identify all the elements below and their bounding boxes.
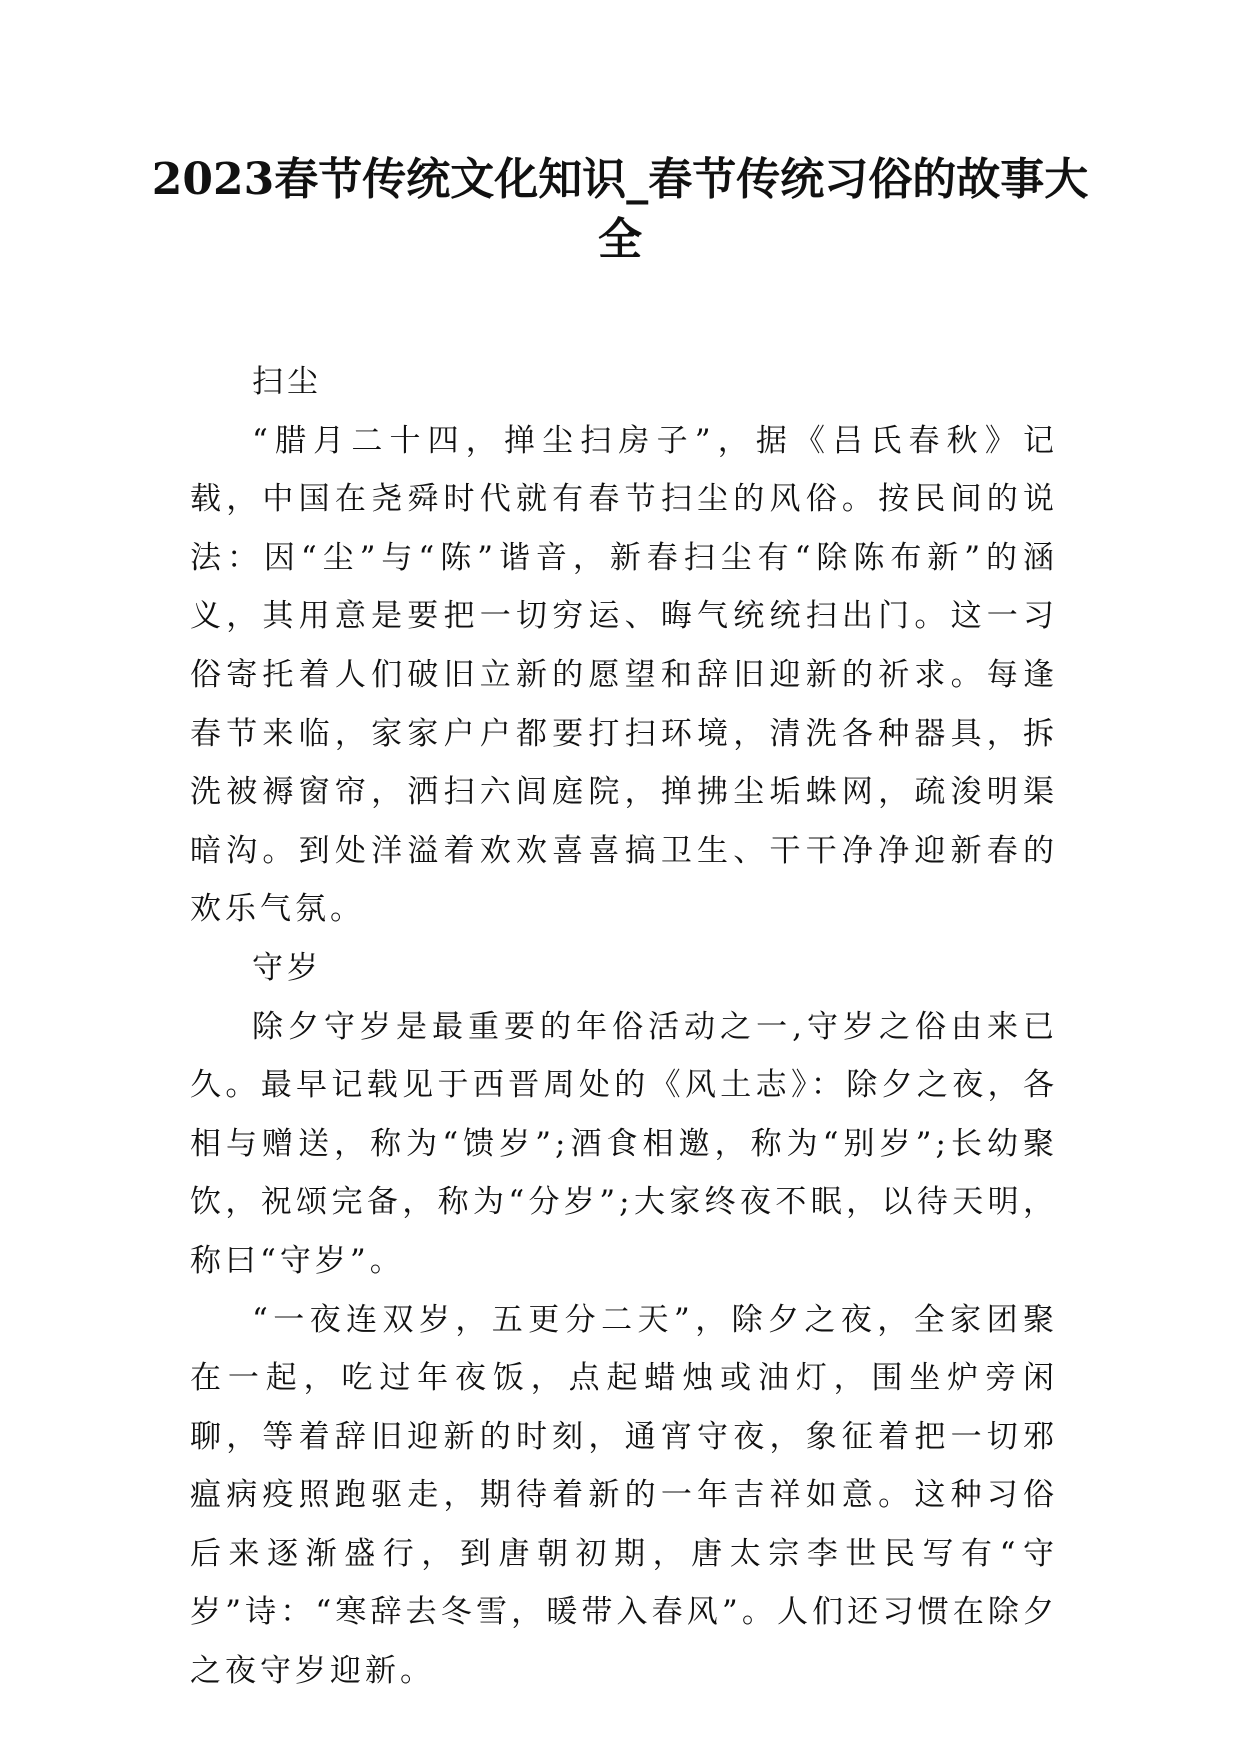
paragraph: “腊月二十四，掸尘扫房子”，据《吕氏春秋》记载，中国在尧舜时代就有春节扫尘的风俗。按民间的说法：因“尘”与“陈”谐音，新春扫尘有“除陈布新”的涵义，其用意是要把一切穷运、晦气统统扫出门。这一习俗寄托着人们破旧立新的愿望和辞旧迎新的祈求。每逢春节来临，家家户户都要打扫环境，清洗各种器具，拆洗被褥窗帘，洒扫六闾庭院，掸拂尘垢蛛网，疏浚明渠暗沟。到处洋溢着欢欢喜喜搞卫生、干干净净迎新春的欢乐气氛。	[190, 422, 1058, 928]
section-heading: 守岁	[252, 949, 322, 986]
section-heading: 扫尘	[252, 364, 322, 400]
document-title: 2023春节传统文化知识_春节传统习俗的故事大全	[151, 154, 1089, 265]
section-sweeping-dust	[190, 353, 1058, 939]
paragraph: “一夜连双岁，五更分二天”，除夕之夜，全家团聚在一起，吃过年夜饭，点起蜡烛或油灯，围坐炉旁闲聊，等着辞旧迎新的时刻，通宵守夜，象征着把一切邪瘟病疫照跑驱走，期待着新的一年吉祥如意。这种习俗后来逐渐盛行，到唐朝初期，唐太宗李世民写有“守岁”诗：“寒辞去冬雪，暖带入春风”。人们还习惯在除夕之夜守岁迎新。	[190, 1301, 1058, 1690]
document-body	[190, 353, 1058, 1701]
paragraph: 除夕守岁是最重要的年俗活动之一,守岁之俗由来已久。最早记载见于西晋周处的《风土志》：除夕之夜，各相与赠送，称为“馈岁”;酒食相邀，称为“别岁”;长幼聚饮，祝颂完备，称为“分岁”;大家终夜不眠，以待天明，称曰“守岁”。	[190, 1008, 1058, 1279]
section-new-years-eve-vigil	[190, 939, 1058, 1701]
